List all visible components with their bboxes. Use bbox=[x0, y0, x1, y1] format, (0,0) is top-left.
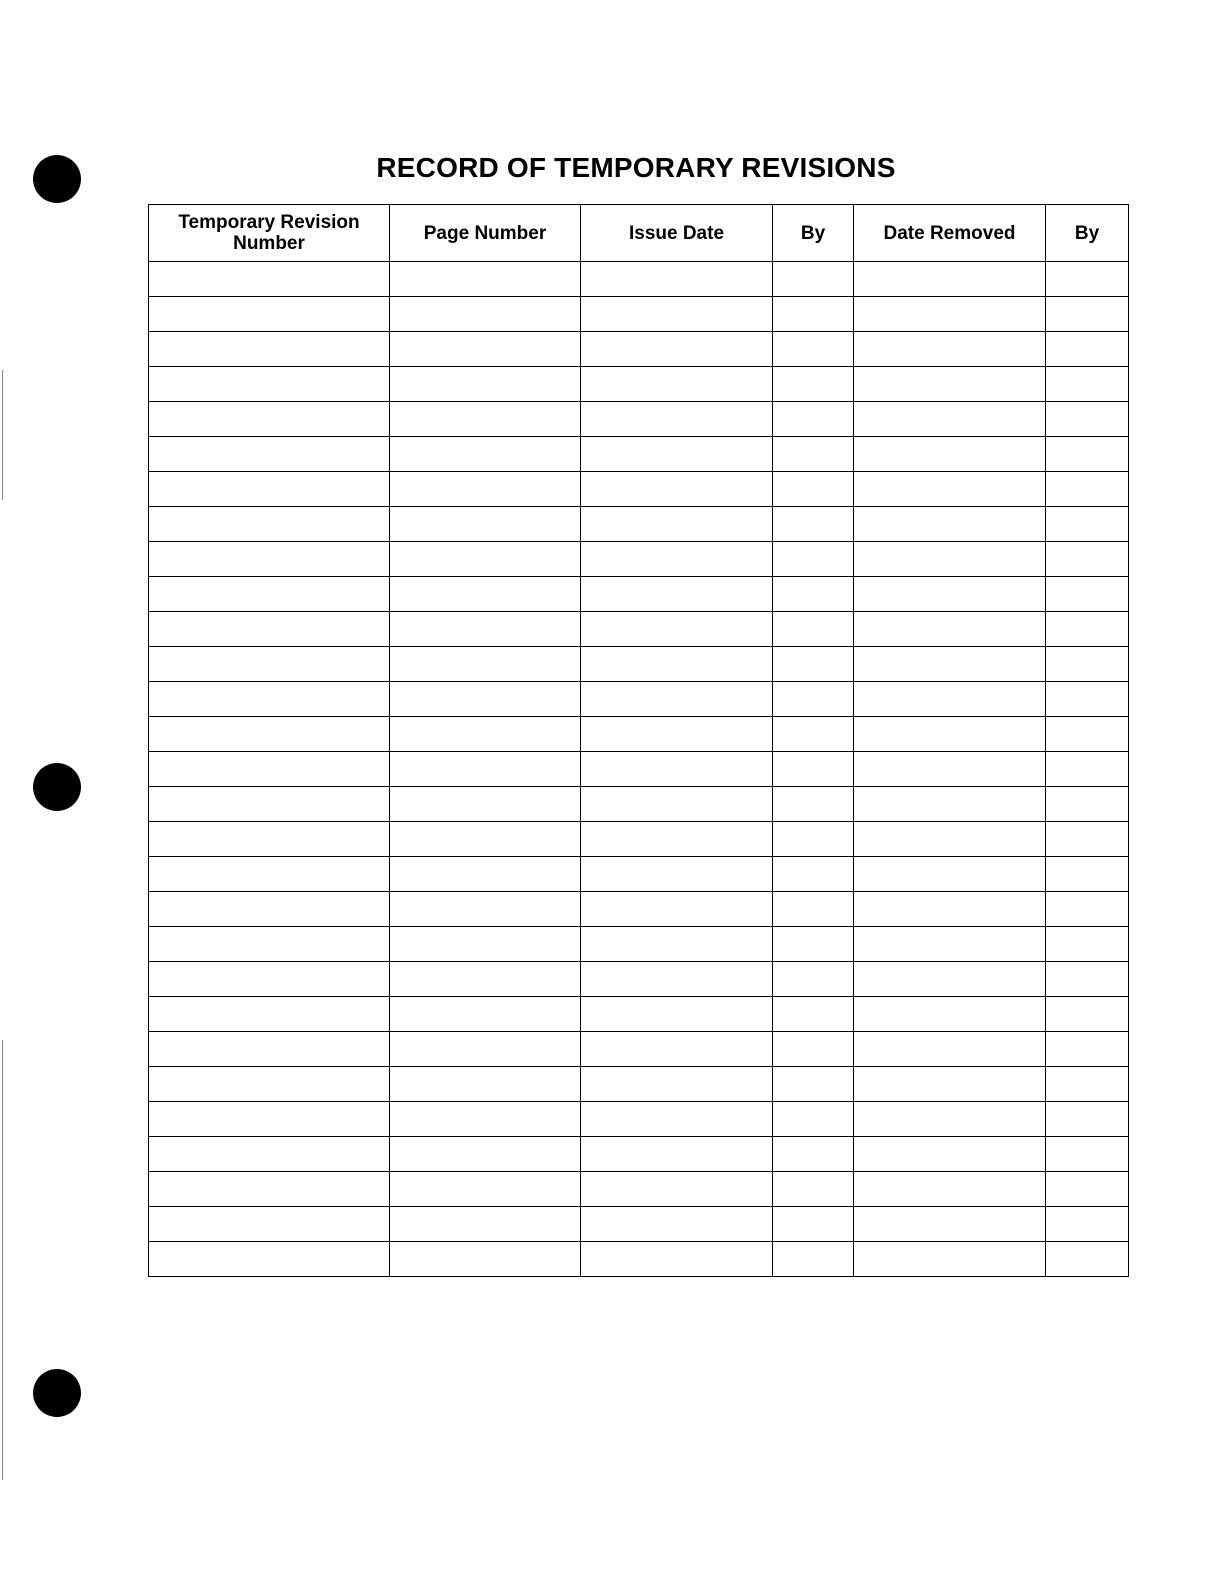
scan-edge-mark bbox=[2, 1040, 3, 1480]
table-cell[interactable] bbox=[581, 857, 773, 892]
table-cell[interactable] bbox=[1046, 1137, 1129, 1172]
table-cell[interactable] bbox=[581, 507, 773, 542]
table-cell[interactable] bbox=[1046, 542, 1129, 577]
table-cell[interactable] bbox=[1046, 507, 1129, 542]
table-cell[interactable] bbox=[773, 402, 854, 437]
table-cell[interactable] bbox=[1046, 437, 1129, 472]
table-cell[interactable] bbox=[854, 367, 1046, 402]
table-cell[interactable] bbox=[854, 1102, 1046, 1137]
table-cell[interactable] bbox=[390, 752, 581, 787]
table-cell[interactable] bbox=[773, 1067, 854, 1102]
table-cell[interactable] bbox=[581, 577, 773, 612]
table-cell[interactable] bbox=[149, 1207, 390, 1242]
col-header-by-issued: By bbox=[773, 205, 854, 262]
table-cell[interactable] bbox=[390, 297, 581, 332]
table-cell[interactable] bbox=[854, 787, 1046, 822]
table-cell[interactable] bbox=[390, 1102, 581, 1137]
table-cell[interactable] bbox=[1046, 612, 1129, 647]
table-cell[interactable] bbox=[773, 612, 854, 647]
table-cell[interactable] bbox=[1046, 1067, 1129, 1102]
table-cell[interactable] bbox=[581, 822, 773, 857]
table-row bbox=[149, 297, 1129, 332]
table-cell[interactable] bbox=[581, 647, 773, 682]
table-row bbox=[149, 612, 1129, 647]
table-cell[interactable] bbox=[149, 962, 390, 997]
table-row bbox=[149, 1137, 1129, 1172]
punch-hole bbox=[33, 1369, 81, 1417]
table-row bbox=[149, 332, 1129, 367]
table-cell[interactable] bbox=[1046, 367, 1129, 402]
table-row bbox=[149, 577, 1129, 612]
table-cell[interactable] bbox=[581, 962, 773, 997]
table-cell[interactable] bbox=[1046, 927, 1129, 962]
table-cell[interactable] bbox=[390, 682, 581, 717]
table-row bbox=[149, 962, 1129, 997]
table-cell[interactable] bbox=[1046, 752, 1129, 787]
table-cell[interactable] bbox=[773, 1102, 854, 1137]
table-cell[interactable] bbox=[581, 1207, 773, 1242]
table-cell[interactable] bbox=[149, 297, 390, 332]
table-row bbox=[149, 927, 1129, 962]
table-cell[interactable] bbox=[149, 787, 390, 822]
table-cell[interactable] bbox=[390, 542, 581, 577]
punch-hole bbox=[33, 763, 81, 811]
table-cell[interactable] bbox=[1046, 1032, 1129, 1067]
table-row bbox=[149, 1172, 1129, 1207]
table-cell[interactable] bbox=[1046, 962, 1129, 997]
table-cell[interactable] bbox=[1046, 717, 1129, 752]
table-cell[interactable] bbox=[390, 857, 581, 892]
table-cell[interactable] bbox=[149, 262, 390, 297]
table-row bbox=[149, 1242, 1129, 1277]
table-cell[interactable] bbox=[390, 927, 581, 962]
table-row bbox=[149, 1102, 1129, 1137]
table-cell[interactable] bbox=[149, 647, 390, 682]
table-cell[interactable] bbox=[581, 1102, 773, 1137]
table-cell[interactable] bbox=[854, 507, 1046, 542]
table-cell[interactable] bbox=[390, 437, 581, 472]
table-cell[interactable] bbox=[773, 647, 854, 682]
table-cell[interactable] bbox=[1046, 1102, 1129, 1137]
table-cell[interactable] bbox=[390, 507, 581, 542]
col-header-issue-date: Issue Date bbox=[581, 205, 773, 262]
table-cell[interactable] bbox=[773, 472, 854, 507]
table-cell[interactable] bbox=[581, 1242, 773, 1277]
table-cell[interactable] bbox=[773, 542, 854, 577]
table-row bbox=[149, 717, 1129, 752]
col-header-date-removed: Date Removed bbox=[854, 205, 1046, 262]
table-cell[interactable] bbox=[581, 367, 773, 402]
table-cell[interactable] bbox=[390, 822, 581, 857]
table-cell[interactable] bbox=[390, 1207, 581, 1242]
table-cell[interactable] bbox=[390, 787, 581, 822]
table-cell[interactable] bbox=[149, 752, 390, 787]
table-cell[interactable] bbox=[149, 1172, 390, 1207]
table-cell[interactable] bbox=[149, 542, 390, 577]
table-cell[interactable] bbox=[854, 752, 1046, 787]
table-row bbox=[149, 507, 1129, 542]
table-cell[interactable] bbox=[1046, 647, 1129, 682]
table-cell[interactable] bbox=[390, 577, 581, 612]
table-cell[interactable] bbox=[854, 402, 1046, 437]
table-cell[interactable] bbox=[581, 682, 773, 717]
table-cell[interactable] bbox=[773, 962, 854, 997]
table-cell[interactable] bbox=[149, 1102, 390, 1137]
table-cell[interactable] bbox=[1046, 857, 1129, 892]
table-row bbox=[149, 472, 1129, 507]
table-cell[interactable] bbox=[149, 332, 390, 367]
table-cell[interactable] bbox=[390, 1137, 581, 1172]
table-cell[interactable] bbox=[149, 892, 390, 927]
table-cell[interactable] bbox=[1046, 577, 1129, 612]
table-row bbox=[149, 542, 1129, 577]
table-cell[interactable] bbox=[581, 892, 773, 927]
table-cell[interactable] bbox=[773, 857, 854, 892]
col-header-by-removed: By bbox=[1046, 205, 1129, 262]
table-cell[interactable] bbox=[149, 857, 390, 892]
table-cell[interactable] bbox=[773, 752, 854, 787]
table-cell[interactable] bbox=[390, 367, 581, 402]
table-cell[interactable] bbox=[854, 262, 1046, 297]
table-cell[interactable] bbox=[581, 332, 773, 367]
table-cell[interactable] bbox=[581, 752, 773, 787]
table-row bbox=[149, 1207, 1129, 1242]
col-header-page-number: Page Number bbox=[390, 205, 581, 262]
table-row bbox=[149, 1067, 1129, 1102]
table-row bbox=[149, 892, 1129, 927]
table-cell[interactable] bbox=[149, 577, 390, 612]
table-cell[interactable] bbox=[581, 612, 773, 647]
table-cell[interactable] bbox=[773, 927, 854, 962]
table-cell[interactable] bbox=[773, 332, 854, 367]
table-cell[interactable] bbox=[581, 437, 773, 472]
table-row bbox=[149, 367, 1129, 402]
table-cell[interactable] bbox=[390, 332, 581, 367]
table-cell[interactable] bbox=[773, 717, 854, 752]
table-cell[interactable] bbox=[773, 1137, 854, 1172]
table-cell[interactable] bbox=[149, 1032, 390, 1067]
table-cell[interactable] bbox=[854, 647, 1046, 682]
table-cell[interactable] bbox=[390, 997, 581, 1032]
table-row bbox=[149, 402, 1129, 437]
table-cell[interactable] bbox=[581, 472, 773, 507]
table-cell[interactable] bbox=[854, 1242, 1046, 1277]
page-title: RECORD OF TEMPORARY REVISIONS bbox=[376, 152, 896, 183]
table-cell[interactable] bbox=[149, 437, 390, 472]
table-cell[interactable] bbox=[581, 927, 773, 962]
table-cell[interactable] bbox=[390, 402, 581, 437]
table-cell[interactable] bbox=[1046, 332, 1129, 367]
table-cell[interactable] bbox=[854, 962, 1046, 997]
table-cell[interactable] bbox=[773, 787, 854, 822]
table-row bbox=[149, 262, 1129, 297]
table-cell[interactable] bbox=[773, 1172, 854, 1207]
table-cell[interactable] bbox=[581, 787, 773, 822]
table-cell[interactable] bbox=[390, 1067, 581, 1102]
table-row bbox=[149, 787, 1129, 822]
table-cell[interactable] bbox=[773, 682, 854, 717]
table-cell[interactable] bbox=[854, 1172, 1046, 1207]
table-cell[interactable] bbox=[1046, 472, 1129, 507]
table-cell[interactable] bbox=[773, 1242, 854, 1277]
table-cell[interactable] bbox=[773, 297, 854, 332]
table-cell[interactable] bbox=[1046, 787, 1129, 822]
table-cell[interactable] bbox=[149, 367, 390, 402]
table-cell[interactable] bbox=[581, 542, 773, 577]
table-cell[interactable] bbox=[149, 472, 390, 507]
table-cell[interactable] bbox=[149, 1242, 390, 1277]
table-cell[interactable] bbox=[1046, 1242, 1129, 1277]
table-cell[interactable] bbox=[390, 262, 581, 297]
table-cell[interactable] bbox=[581, 1032, 773, 1067]
table-cell[interactable] bbox=[854, 927, 1046, 962]
table-cell[interactable] bbox=[149, 997, 390, 1032]
table-cell[interactable] bbox=[581, 262, 773, 297]
scan-edge-mark bbox=[2, 370, 3, 500]
table-cell[interactable] bbox=[390, 962, 581, 997]
table-cell[interactable] bbox=[149, 402, 390, 437]
table-cell[interactable] bbox=[390, 472, 581, 507]
table-cell[interactable] bbox=[773, 997, 854, 1032]
table-cell[interactable] bbox=[854, 997, 1046, 1032]
table-cell[interactable] bbox=[854, 717, 1046, 752]
table-cell[interactable] bbox=[149, 1067, 390, 1102]
table-cell[interactable] bbox=[581, 402, 773, 437]
table-cell[interactable] bbox=[854, 1067, 1046, 1102]
table-cell[interactable] bbox=[581, 1172, 773, 1207]
col-header-revision-number: Temporary Revision Number bbox=[149, 205, 390, 262]
table-cell[interactable] bbox=[854, 1207, 1046, 1242]
table-cell[interactable] bbox=[854, 892, 1046, 927]
table-cell[interactable] bbox=[854, 822, 1046, 857]
table-cell[interactable] bbox=[149, 612, 390, 647]
table-cell[interactable] bbox=[390, 1032, 581, 1067]
table-cell[interactable] bbox=[390, 1242, 581, 1277]
table-cell[interactable] bbox=[149, 927, 390, 962]
table-row bbox=[149, 822, 1129, 857]
table-cell[interactable] bbox=[854, 577, 1046, 612]
table-cell[interactable] bbox=[1046, 262, 1129, 297]
table-cell[interactable] bbox=[773, 262, 854, 297]
table-cell[interactable] bbox=[854, 332, 1046, 367]
table-cell[interactable] bbox=[773, 1207, 854, 1242]
table-cell[interactable] bbox=[1046, 997, 1129, 1032]
table-cell[interactable] bbox=[581, 1067, 773, 1102]
table-cell[interactable] bbox=[1046, 402, 1129, 437]
table-row bbox=[149, 647, 1129, 682]
table-cell[interactable] bbox=[581, 997, 773, 1032]
table-row bbox=[149, 1032, 1129, 1067]
table-cell[interactable] bbox=[854, 1032, 1046, 1067]
table-cell[interactable] bbox=[773, 437, 854, 472]
table-cell[interactable] bbox=[854, 682, 1046, 717]
table-cell[interactable] bbox=[854, 297, 1046, 332]
table-cell[interactable] bbox=[581, 717, 773, 752]
table-cell[interactable] bbox=[1046, 822, 1129, 857]
table-cell[interactable] bbox=[581, 1137, 773, 1172]
table-cell[interactable] bbox=[854, 437, 1046, 472]
table-cell[interactable] bbox=[390, 647, 581, 682]
table-cell[interactable] bbox=[854, 612, 1046, 647]
table-cell[interactable] bbox=[149, 1137, 390, 1172]
table-cell[interactable] bbox=[773, 892, 854, 927]
table-header-row bbox=[149, 205, 1129, 262]
table-cell[interactable] bbox=[773, 507, 854, 542]
table-row bbox=[149, 857, 1129, 892]
table-cell[interactable] bbox=[390, 717, 581, 752]
table-row bbox=[149, 997, 1129, 1032]
table-cell[interactable] bbox=[773, 822, 854, 857]
table-cell[interactable] bbox=[773, 1032, 854, 1067]
table-cell[interactable] bbox=[773, 577, 854, 612]
table-cell[interactable] bbox=[854, 472, 1046, 507]
table-cell[interactable] bbox=[773, 367, 854, 402]
table-cell[interactable] bbox=[854, 1137, 1046, 1172]
table-cell[interactable] bbox=[1046, 892, 1129, 927]
table-cell[interactable] bbox=[390, 1172, 581, 1207]
table-cell[interactable] bbox=[581, 297, 773, 332]
table-row bbox=[149, 752, 1129, 787]
table-cell[interactable] bbox=[390, 892, 581, 927]
revisions-table bbox=[148, 204, 1129, 1277]
table-cell[interactable] bbox=[1046, 1207, 1129, 1242]
table-cell[interactable] bbox=[1046, 682, 1129, 717]
table-cell[interactable] bbox=[854, 857, 1046, 892]
table-row bbox=[149, 682, 1129, 717]
table-cell[interactable] bbox=[1046, 1172, 1129, 1207]
table-cell[interactable] bbox=[149, 507, 390, 542]
table-cell[interactable] bbox=[149, 717, 390, 752]
table-row bbox=[149, 437, 1129, 472]
table-cell[interactable] bbox=[390, 612, 581, 647]
table-cell[interactable] bbox=[149, 822, 390, 857]
table-cell[interactable] bbox=[149, 682, 390, 717]
table-body bbox=[149, 262, 1129, 1277]
table-cell[interactable] bbox=[854, 542, 1046, 577]
table-cell[interactable] bbox=[1046, 297, 1129, 332]
